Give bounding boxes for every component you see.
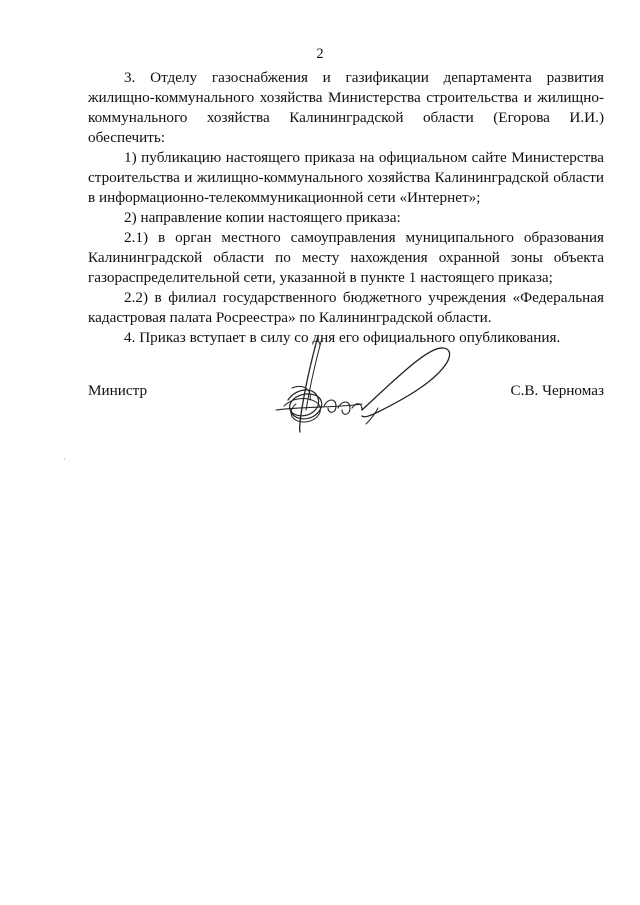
paragraph-3: 3. Отделу газоснабжения и газификации департамента развития жилищно-коммунального хозяйства Министерства строительства и жилищно-коммунального хозяйства Калининградской области (Егорова И.И.) обеспечить: — [88, 69, 604, 146]
scan-speck — [64, 458, 65, 460]
paragraph-3-2-2: 2.2) в филиал государственного бюджетного учреждения «Федеральная кадастровая палата Росреестра» по Калининградской области. — [88, 289, 604, 326]
paragraph-4: 4. Приказ вступает в силу со дня его официального опубликования. — [124, 329, 561, 346]
page-number: 2 — [316, 46, 324, 62]
paragraph-3-1: 1) публикацию настоящего приказа на официальном сайте Министерства строительства и жилищно-коммунального хозяйства Калининградской области в информационно-телекоммуникационной сети «Интернет»; — [88, 149, 604, 206]
handwritten-signature — [266, 328, 466, 438]
signature-block — [88, 370, 604, 450]
document-body — [88, 68, 604, 348]
signatory-title: Министр — [88, 382, 148, 399]
signatory-name: С.В. Черномаз — [510, 382, 604, 399]
paragraph-3-2: 2) направление копии настоящего приказа: — [124, 209, 401, 226]
paragraph-3-2-1: 2.1) в орган местного самоуправления муниципального образования Калининградской области по месту нахождения охранной зоны объекта газораспределительной сети, указанной в пункте 1 настоящего приказа; — [88, 229, 604, 286]
